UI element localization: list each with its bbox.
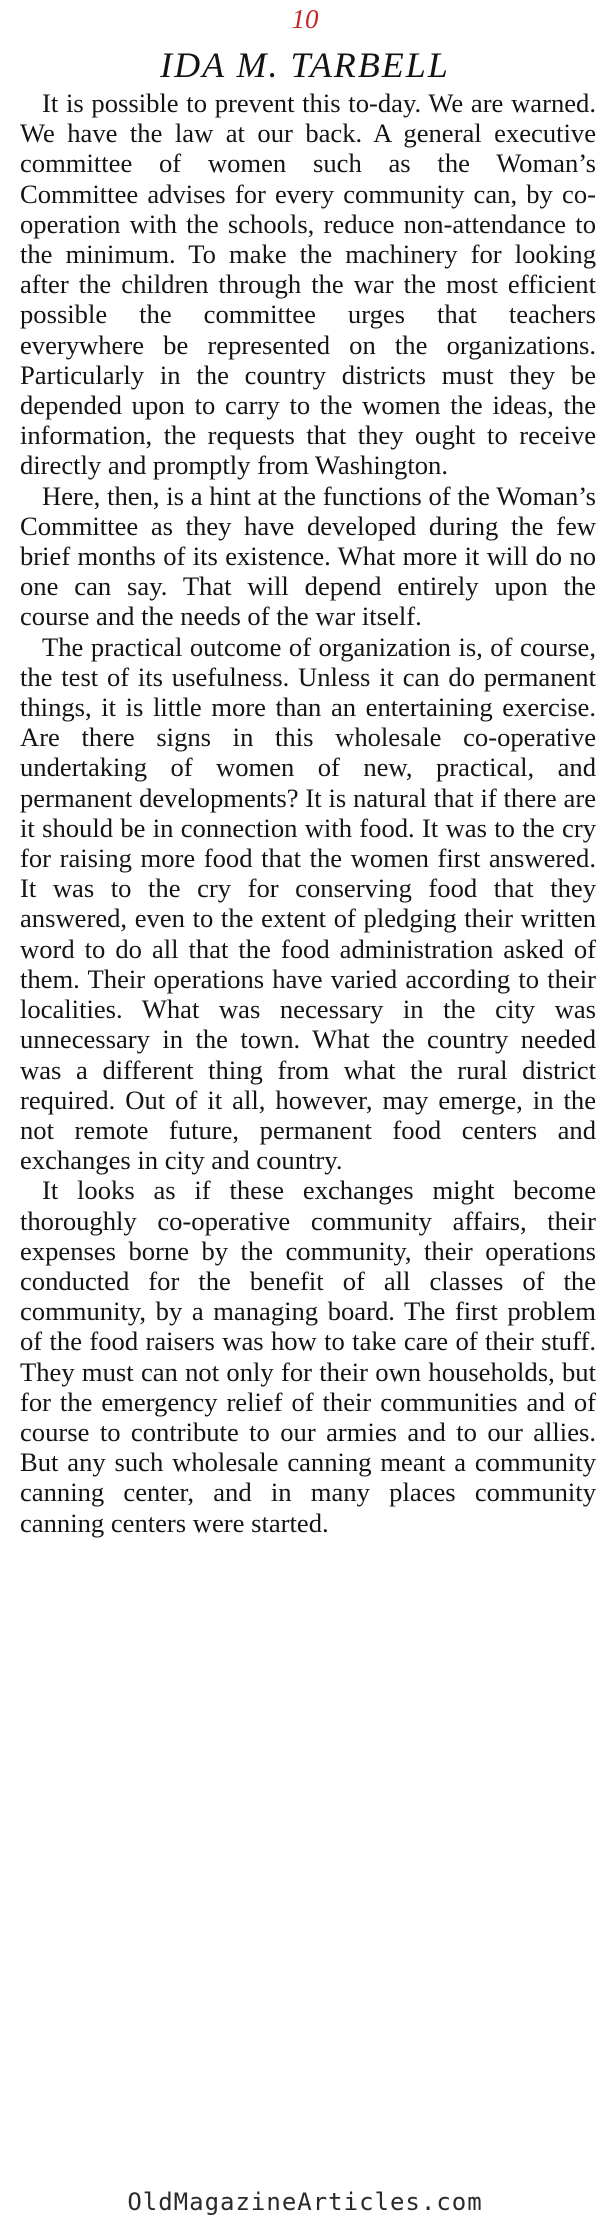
article-paragraph: The practical outcome of organization is, of course, the test of its usefulness. Unless it can do permanent things, it is little more than an entertaining exercise. Are there signs in this wholesale co-operative undertaking of women of new, practical, and permanent developments? It is natural that if there are it should be in connection with food. It was to the cry for raising more food that the women first answered. It was to the cry for conserving food that they answered, even to the extent of pledging their written word to do all that the food administration asked of them. Their operations have varied according to their localities. What was necessary in the city was unnecessary in the town. What the country needed was a different thing from what the rural district required. Out of it all, however, may emerge, in the not remote future, permanent food centers and exchanges in city and country. — [20, 631, 596, 1176]
running-header-title: IDA M. TARBELL — [160, 45, 450, 85]
article-paragraph: It is possible to prevent this to-day. We are warned. We have the law at our back. A general executive committee of women such as the Woman’s Committee advises for every community can, by co-operation with the schools, reduce non-attendance to the minimum. To make the machinery for looking after the children through the war the most efficient possible the committee urges that teachers everywhere be represented on the organizations. Particularly in the country districts must they be depended upon to carry to the women the ideas, the information, the requests that they ought to receive directly and promptly from Washington. — [20, 88, 596, 481]
page-number: 10 — [291, 4, 319, 34]
article-paragraph: Here, then, is a hint at the functions of the Woman’s Committee as they have developed during the few brief months of its existence. What more it will do no one can say. That will depend entirely upon the course and the needs of the war itself. — [20, 480, 596, 632]
source-credit: OldMagazineArticles.com — [127, 2188, 483, 2216]
article-body — [20, 88, 596, 1538]
article-paragraph: It looks as if these exchanges might become thoroughly co-operative community affairs, their expenses borne by the community, their operations conducted for the benefit of all classes of the community, by a managing board. The first problem of the food raisers was how to take care of their stuff. They must can not only for their own households, but for the emergency relief of their communities and of course to contribute to our armies and to our allies. But any such wholesale canning meant a community canning center, and in many places community canning centers were started. — [20, 1175, 596, 1538]
